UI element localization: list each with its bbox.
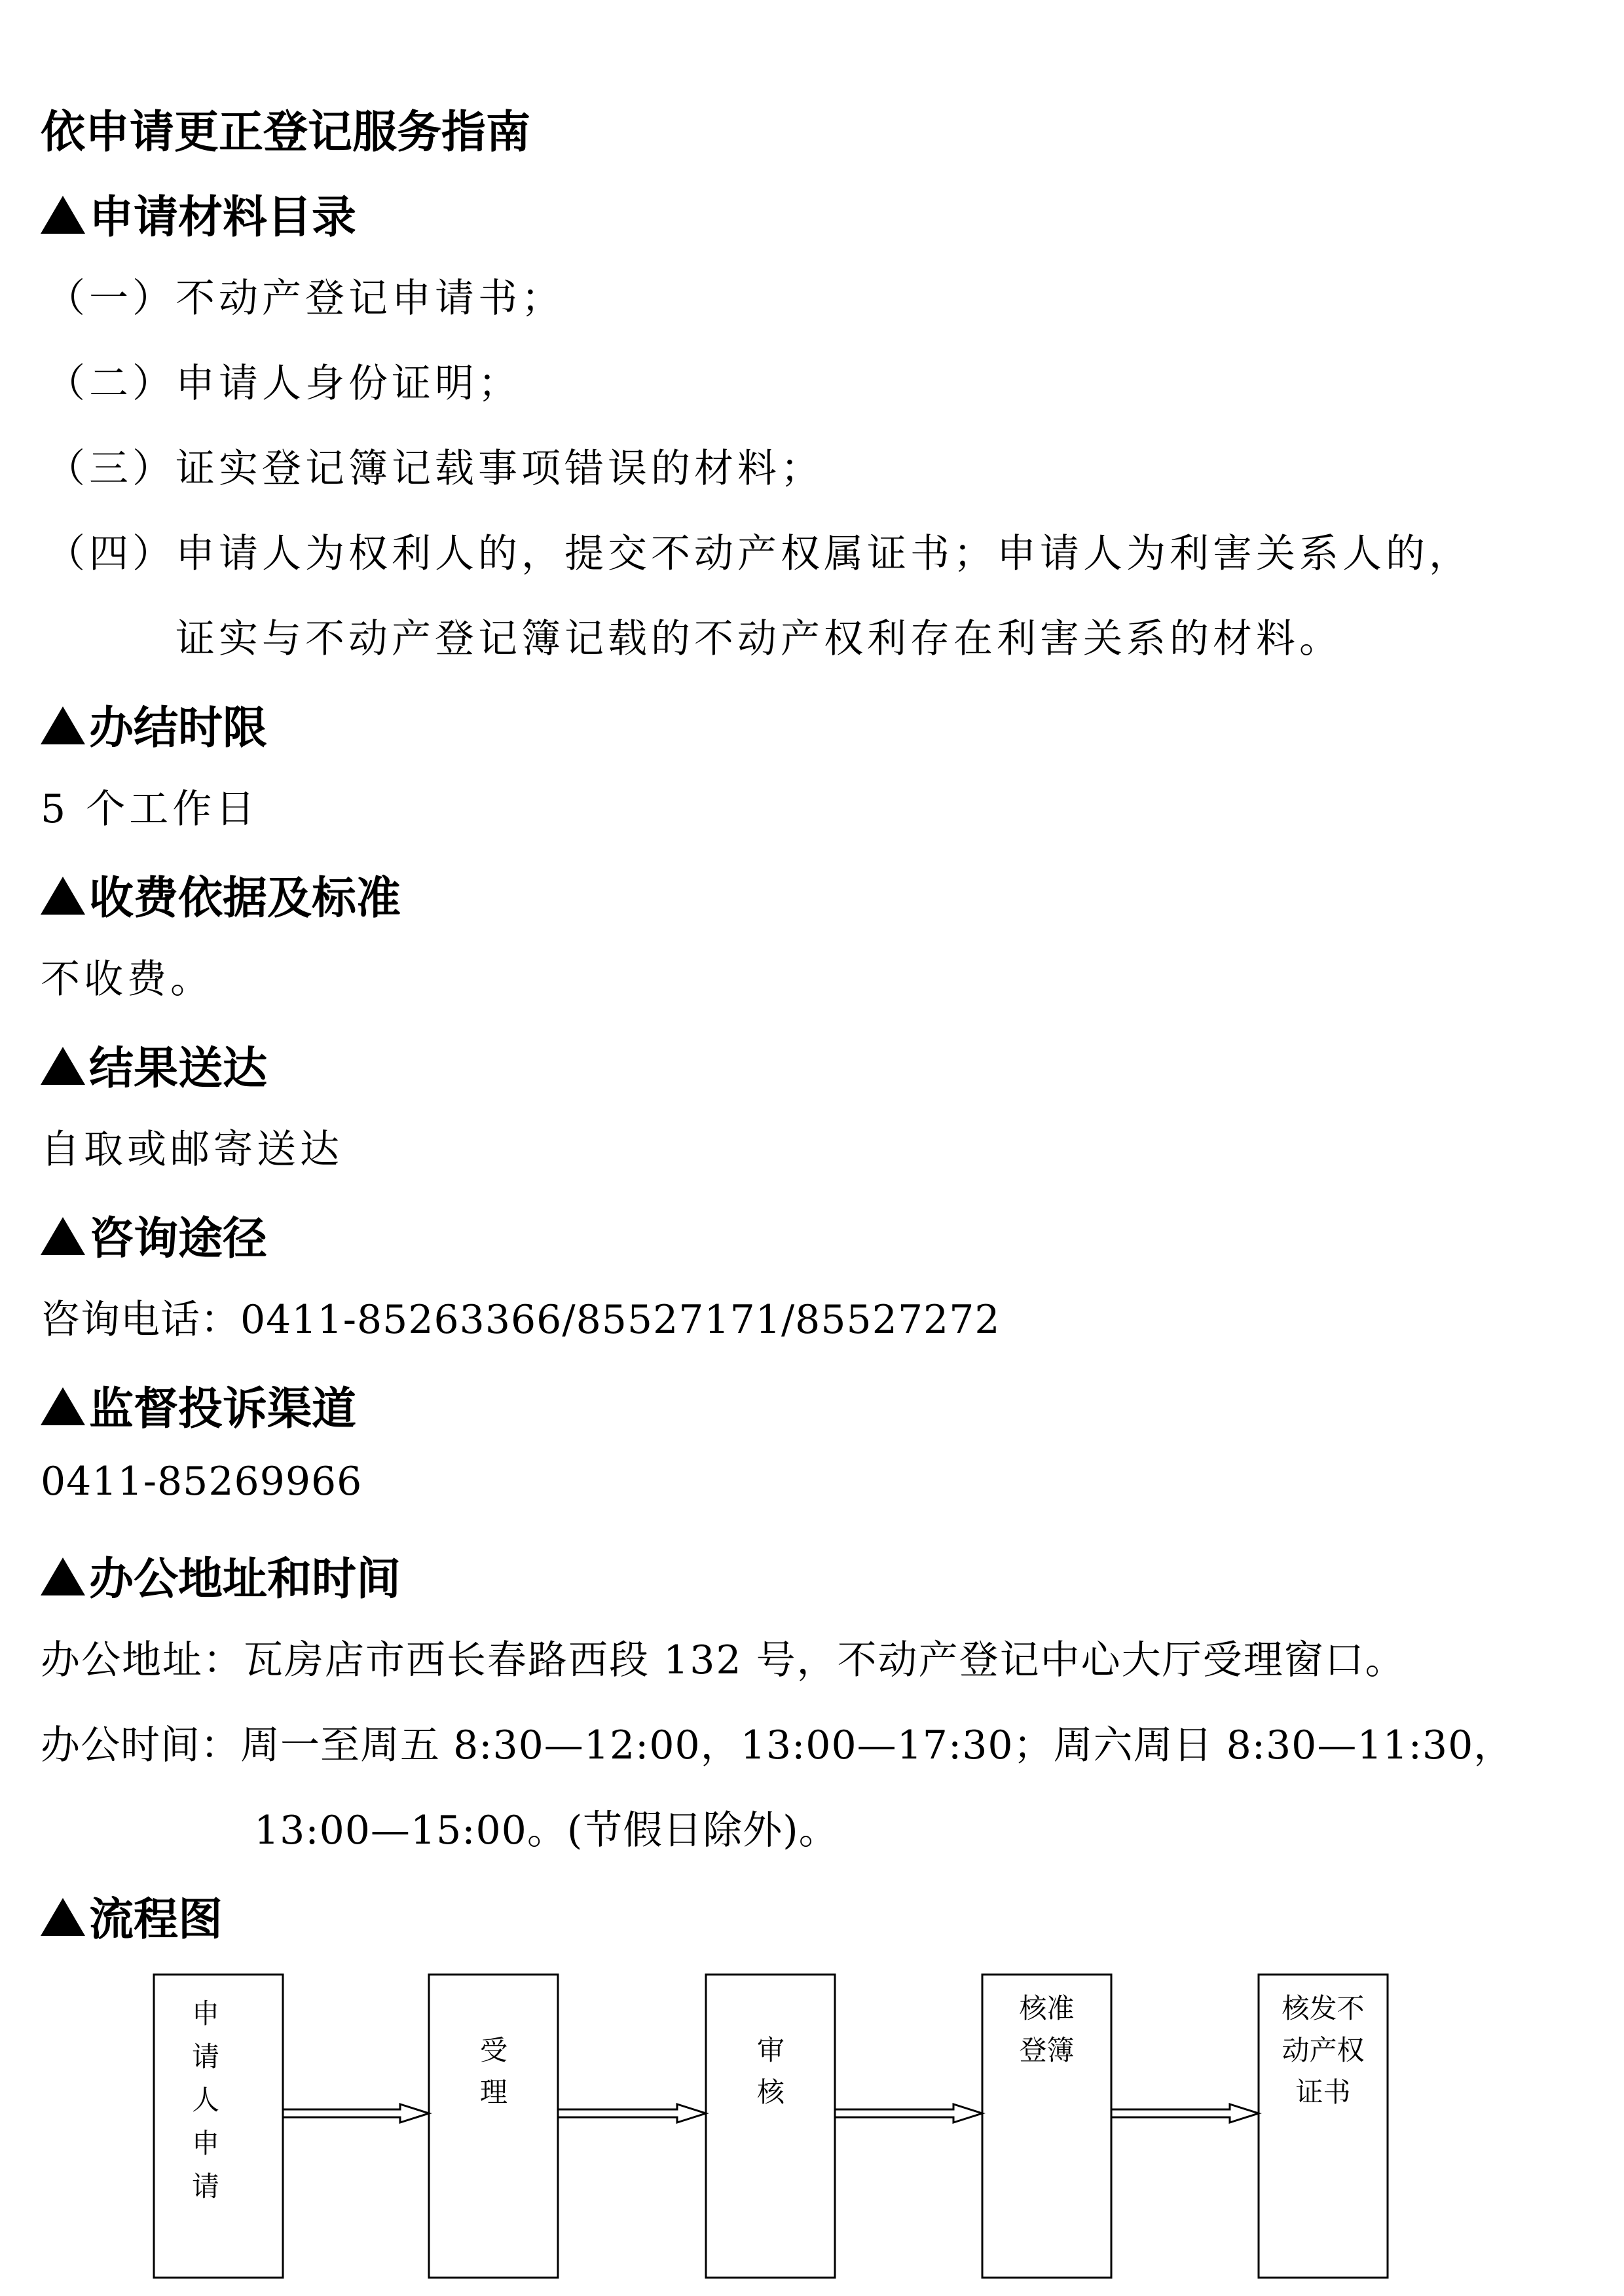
delivery-text: 自取或邮寄送达 [41, 1127, 343, 1173]
flow-arrow-icon [558, 2104, 706, 2123]
office-address-text: 办公地址：瓦房店市西长春路西段 132 号，不动产登记中心大厅受理窗口。 [41, 1637, 1406, 1683]
flow-step-label: 动产权 [1282, 2034, 1365, 2066]
fees-text: 不收费。 [41, 957, 213, 1002]
material-item-1: （一）不动产登记申请书； [46, 276, 564, 321]
heading-label: 结果送达 [89, 1043, 268, 1095]
flow-step-label: 核 [757, 2076, 785, 2108]
office-hours-text-continued: 13:00—15:00。(节假日除外)。 [254, 1808, 839, 1853]
complaint-phone-text: 0411-85269966 [41, 1459, 363, 1504]
flow-step-label: 请 [192, 2041, 220, 2073]
flow-step-label: 受 [480, 2034, 508, 2066]
flow-step-box [706, 1975, 835, 2278]
heading-label: 办结时限 [89, 702, 268, 754]
flow-step-label: 人 [192, 2084, 220, 2116]
flow-step-label: 申 [192, 1997, 220, 2030]
time-limit-text: 5 个工作日 [41, 786, 259, 832]
flow-step-label: 申 [192, 2127, 220, 2159]
office-hours-text: 办公时间：周一至周五 8:30—12:00，13:00—17:30；周六周日 8:30—11:30， [41, 1722, 1514, 1768]
consult-phone-text: 咨询电话：0411-85263366/85527171/85527272 [41, 1297, 1001, 1343]
flow-arrow-icon [835, 2104, 982, 2123]
flow-step-label: 证书 [1295, 2076, 1351, 2108]
heading-label: 申请材料目录 [89, 192, 357, 244]
heading-label: 监督投诉渠道 [89, 1383, 357, 1435]
flow-arrow-icon [1111, 2104, 1259, 2123]
heading-label: 流程图 [89, 1894, 223, 1946]
material-item-3: （三）证实登记簿记载事项错误的材料； [46, 446, 824, 492]
document-title: 依申请更正登记服务指南 [41, 107, 531, 158]
flow-step-label: 理 [480, 2076, 508, 2108]
material-item-2: （二）申请人身份证明； [46, 361, 521, 407]
flow-step-label: 登簿 [1019, 2034, 1075, 2066]
material-item-4-continued: 证实与不动产登记簿记载的不动产权利存在利害关系的材料。 [175, 616, 1342, 662]
flow-step-box [429, 1975, 558, 2278]
flow-step-label: 审 [757, 2034, 785, 2066]
flow-step-label: 核准 [1019, 1992, 1075, 2024]
flow-arrow-icon [283, 2104, 429, 2123]
heading-label: 收费依据及标准 [89, 873, 401, 924]
heading-label: 咨询途径 [89, 1213, 268, 1265]
material-item-4: （四）申请人为权利人的，提交不动产权属证书；申请人为利害关系人的， [46, 531, 1472, 577]
flow-step-label: 请 [192, 2170, 220, 2202]
heading-label: 办公地址和时间 [89, 1554, 401, 1605]
flow-step-label: 核发不 [1282, 1992, 1365, 2024]
